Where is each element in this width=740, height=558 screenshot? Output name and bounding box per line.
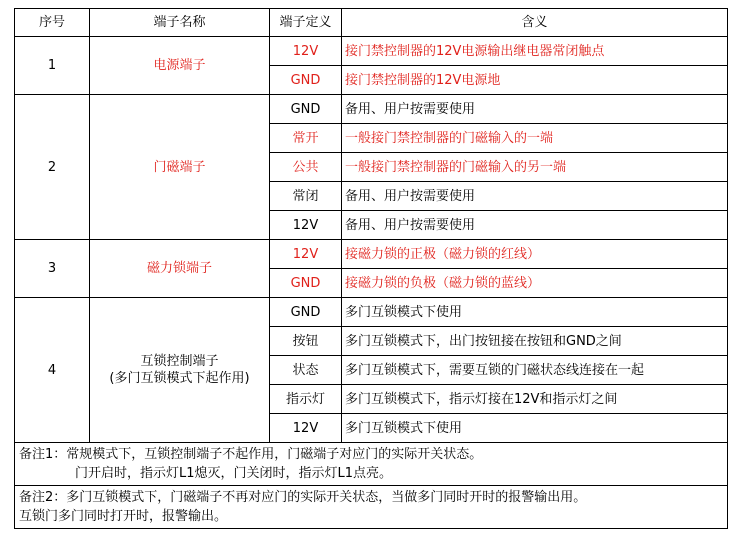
terminal-definition: GND: [270, 269, 342, 298]
table-row: [15, 240, 728, 269]
table-row: [15, 95, 728, 124]
terminal-meaning: 接磁力锁的正极（磁力锁的红线）: [342, 240, 728, 269]
terminal-meaning: 多门互锁模式下使用: [342, 298, 728, 327]
terminal-definition: 12V: [270, 414, 342, 443]
terminal-name-sublabel: (多门互锁模式下起作用): [109, 371, 250, 386]
terminal-meaning: 接门禁控制器的12V电源输出继电器常闭触点: [342, 37, 728, 66]
terminal-name-label: 电源端子: [153, 58, 206, 73]
terminal-meaning: 备用、用户按需要使用: [342, 95, 728, 124]
terminal-meaning: 多门互锁模式下，指示灯接在12V和指示灯之间: [342, 385, 728, 414]
terminal-meaning: 多门互锁模式下，出门按钮接在按钮和GND之间: [342, 327, 728, 356]
terminal-name: [90, 95, 270, 240]
terminal-meaning: 备用、用户按需要使用: [342, 182, 728, 211]
terminal-name: [90, 37, 270, 95]
note-1-row: [15, 443, 728, 486]
note-1-line-1: 备注1：常规模式下，互锁控制端子不起作用，门磁端子对应门的实际开关状态。: [19, 447, 483, 462]
terminal-meaning: 一般接门禁控制器的门磁输入的一端: [342, 124, 728, 153]
note-1-line-2: 门开启时，指示灯L1熄灭，门关闭时，指示灯L1点亮。: [75, 466, 393, 481]
terminal-definition: 按钮: [270, 327, 342, 356]
terminal-definition: 指示灯: [270, 385, 342, 414]
header-meaning: 含义: [342, 9, 728, 37]
terminal-definition: GND: [270, 95, 342, 124]
terminal-definition: 12V: [270, 37, 342, 66]
table-row: [15, 37, 728, 66]
terminal-meaning: 备用、用户按需要使用: [342, 211, 728, 240]
terminal-definition: 状态: [270, 356, 342, 385]
terminal-definition: GND: [270, 298, 342, 327]
terminal-name-label: 门磁端子: [153, 159, 206, 175]
table-row: [15, 298, 728, 327]
header-row: [15, 9, 728, 37]
note-2-line-2: 互锁门多门同时打开时，报警输出。: [19, 509, 228, 524]
note-2: [15, 486, 728, 529]
terminal-name-label: 磁力锁端子: [146, 261, 212, 276]
header-seq: 序号: [15, 9, 90, 37]
terminal-definition: GND: [270, 66, 342, 95]
row-seq: 2: [15, 95, 90, 240]
terminal-name: [90, 240, 270, 298]
terminal-meaning: 一般接门禁控制器的门磁输入的另一端: [342, 153, 728, 182]
terminal-definition: 常开: [270, 124, 342, 153]
terminal-meaning: 接门禁控制器的12V电源地: [342, 66, 728, 95]
terminal-meaning: 多门互锁模式下使用: [342, 414, 728, 443]
note-2-row: [15, 486, 728, 529]
terminal-meaning: 多门互锁模式下，需要互锁的门磁状态线连接在一起: [342, 356, 728, 385]
terminal-name: [90, 298, 270, 443]
note-2-line-1: 备注2：多门互锁模式下，门磁端子不再对应门的实际开关状态，当做多门同时开时的报警输出用。: [19, 490, 587, 505]
note-1: [15, 443, 728, 486]
terminal-definition: 12V: [270, 211, 342, 240]
row-seq: 3: [15, 240, 90, 298]
terminal-definition: 12V: [270, 240, 342, 269]
table-body: [15, 37, 728, 443]
terminal-definition: 常闭: [270, 182, 342, 211]
header-terminal-name: 端子名称: [90, 9, 270, 37]
terminal-definition: 公共: [270, 153, 342, 182]
row-seq: 1: [15, 37, 90, 95]
terminal-definition-table: [14, 8, 728, 529]
terminal-meaning: 接磁力锁的负极（磁力锁的蓝线）: [342, 269, 728, 298]
header-terminal-definition: 端子定义: [270, 9, 342, 37]
row-seq: 4: [15, 298, 90, 443]
terminal-name-label: 互锁控制端子: [140, 354, 219, 369]
